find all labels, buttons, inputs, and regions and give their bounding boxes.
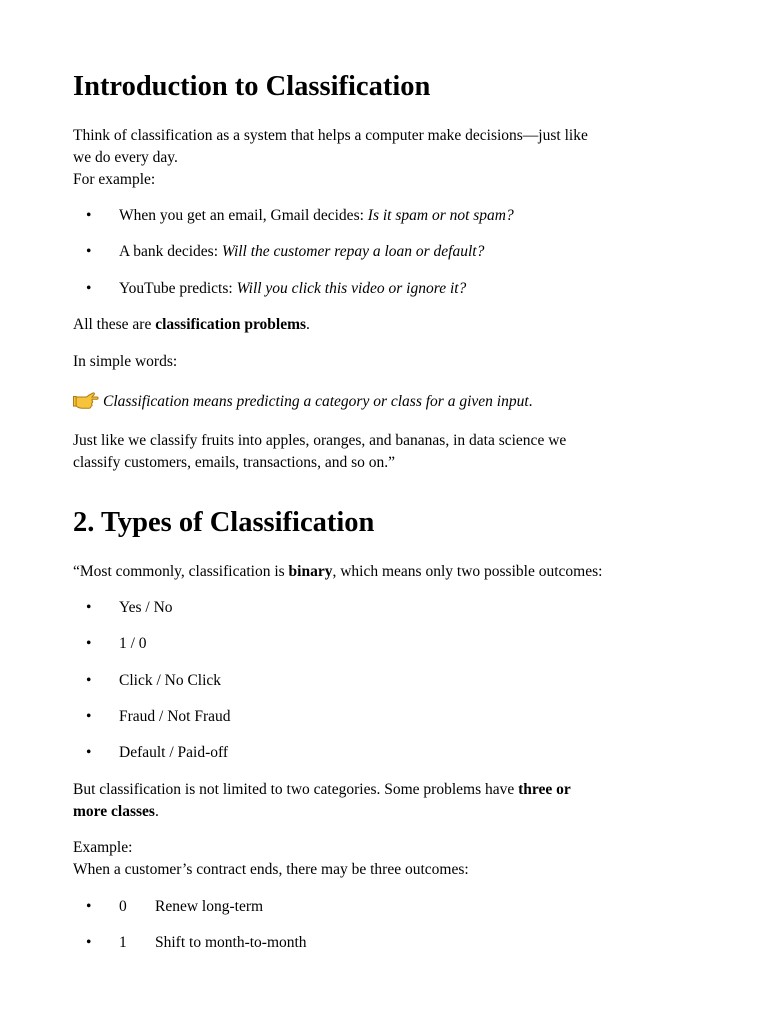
section-title-introduction: Introduction to Classification	[73, 71, 431, 102]
contract-outcome-label: Shift to month-to-month	[155, 934, 307, 951]
intro-paragraph-line-1: Think of classification as a system that helps a computer make decisions—just like	[73, 127, 588, 144]
bullet-marker: •	[86, 207, 92, 224]
section-title-types: 2. Types of Classification	[73, 507, 375, 538]
outcome-item: Fraud / Not Fraud	[119, 708, 231, 725]
analogy-paragraph-line-1: Just like we classify fruits into apples, oranges, and bananas, in data science we	[73, 432, 567, 449]
example-label: Example:	[73, 839, 133, 856]
bullet-marker: •	[86, 280, 92, 297]
bullet-marker: •	[86, 934, 92, 951]
outcome-item: Default / Paid-off	[119, 744, 229, 761]
example-item-email: When you get an email, Gmail decides: Is it spam or not spam?	[119, 207, 514, 224]
outcome-item: Click / No Click	[119, 672, 222, 689]
pointing-hand-icon	[73, 391, 99, 416]
definition-text: Classification means predicting a category or class for a given input	[103, 393, 529, 410]
contract-outcome-label: Renew long-term	[155, 898, 264, 915]
bullet-marker: •	[86, 243, 92, 260]
bullet-marker: •	[86, 635, 92, 652]
bullet-marker: •	[86, 708, 92, 725]
outcome-item: 1 / 0	[119, 635, 147, 652]
bullet-marker: •	[86, 744, 92, 761]
bullet-marker: •	[86, 672, 92, 689]
all-these-paragraph: All these are classification problems.	[73, 316, 310, 333]
contract-outcome-code: 0	[119, 898, 127, 915]
multiclass-paragraph-line-2: more classes.	[73, 803, 159, 820]
example-item-youtube: YouTube predicts: Will you click this video or ignore it?	[119, 280, 467, 297]
bullet-marker: •	[86, 898, 92, 915]
outcome-item: Yes / No	[119, 599, 173, 616]
contract-outcome-code: 1	[119, 934, 127, 951]
bullet-marker: •	[86, 599, 92, 616]
binary-paragraph: “Most commonly, classification is binary, which means only two possible outcomes:	[73, 563, 603, 580]
analogy-paragraph-line-2: classify customers, emails, transactions, and so on.”	[73, 454, 395, 471]
simple-words-label: In simple words:	[73, 353, 178, 370]
contract-paragraph: When a customer’s contract ends, there may be three outcomes:	[73, 861, 469, 878]
definition-line: Classification means predicting a category or class for a given input.	[73, 391, 533, 416]
intro-paragraph-line-2: we do every day.	[73, 149, 178, 166]
for-example-label: For example:	[73, 171, 156, 188]
example-item-bank: A bank decides: Will the customer repay a loan or default?	[119, 243, 485, 260]
multiclass-paragraph-line-1: But classification is not limited to two categories. Some problems have three or	[73, 781, 571, 798]
